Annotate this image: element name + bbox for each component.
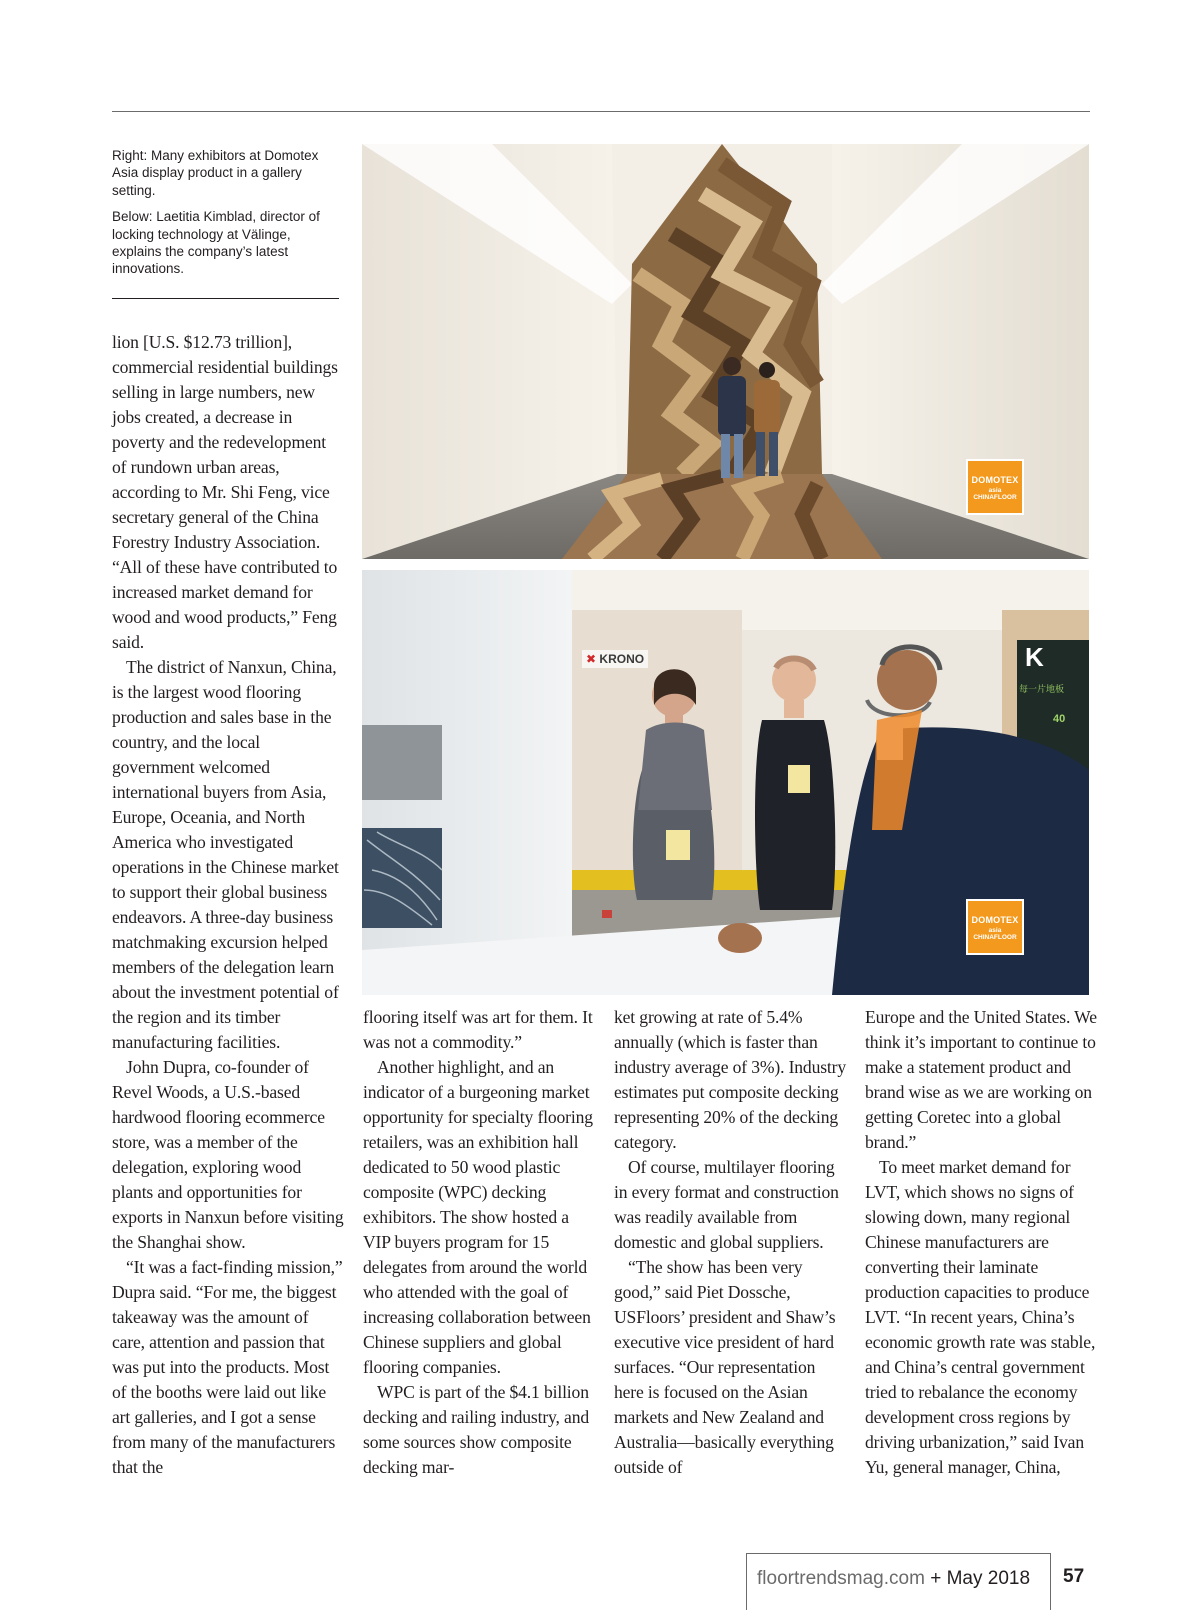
page-number: 57 [1063,1566,1085,1587]
paragraph: To meet market demand for LVT, which shows no signs of slowing down, many regional Chinese manufacturers are converting their laminate production capacities to produce LVT. “In recent years, China’s economic growth rate was stable, and China’s central government tried to rebalance the economy development cross regions by driving urbanization,” said Ivan Yu, general manager, China, [865,1157,1096,1477]
paragraph: WPC is part of the $4.1 billion decking and railing industry, and some sources show composite decking mar- [363,1382,589,1477]
paragraph: The district of Nanxun, China, is the largest wood flooring production and sales base in the country, and the local government welcomed international buyers from Asia, Europe, Oceania, and North America who investigated operations in the Chinese market to support their global business endeavors. A three-day business matchmaking excursion helped members of the delegation learn about the investment potential of the region and its timber manufacturing facilities. [112,657,339,1052]
photo-captions [112,147,338,287]
footer-issue: May 2018 [946,1568,1031,1589]
caption-right: Right: Many exhibitors at Domotex Asia display product in a gallery setting. [112,148,319,198]
caption-rule [112,298,339,299]
page-footer [746,1553,1051,1610]
article-column-1 [112,330,344,1480]
domotex-badge: DOMOTEX asia CHINAFLOOR [966,459,1024,515]
article-column-4 [865,1005,1097,1480]
paragraph: Another highlight, and an indicator of a burgeoning market opportunity for specialty flooring retailers, was an exhibition hall dedicated to 50 wood plastic composite (WPC) decking exhibitors. The show hosted a VIP buyers program for 15 delegates from around the world who attended with the goal of increasing collaboration between Chinese suppliers and global flooring companies. [363,1057,593,1377]
footer-separator: + [930,1568,942,1589]
article-column-3 [614,1005,846,1480]
footer-site-link[interactable]: floortrendsmag.com [757,1568,925,1589]
right-booth-sign: K 每一片地板 40 [1019,642,1066,725]
domotex-badge: DOMOTEX asia CHINAFLOOR [966,899,1024,955]
gallery-photo [362,144,1089,559]
krono-logo-icon: ✖ [586,652,597,666]
krono-sign: ✖ KRONO [582,650,648,668]
paragraph: ket growing at rate of 5.4% annually (which is faster than industry average of 3%). Industry estimates put composite decking representing 20% of the decking category. [614,1007,847,1152]
caption-below: Below: Laetitia Kimblad, director of locking technology at Välinge, explains the company’s latest innovations. [112,209,320,277]
paragraph: Of course, multilayer flooring in every format and construction was readily available from domestic and global suppliers. [614,1157,839,1252]
paragraph: “It was a fact-finding mission,” Dupra said. “For me, the biggest takeaway was the amount of care, attention and passion that was put into the products. Most of the booths were laid out like art galleries, and I got a sense from many of the manufacturers that the [112,1257,343,1477]
paragraph: lion [U.S. $12.73 trillion], commercial residential buildings selling in large numbers, new jobs created, a decrease in poverty and the redevelopment of rundown urban areas, according to Mr. Shi Feng, vice secretary general of the China Forestry Industry Association. “All of these have contributed to increased market demand for wood and wood products,” Feng said. [112,332,338,652]
paragraph: Europe and the United States. We think it’s important to continue to make a statement product and brand wise as we are working on getting Coretec into a global brand.” [865,1007,1097,1152]
paragraph: flooring itself was art for them. It was not a commodity.” [363,1007,593,1052]
booth-photo [362,570,1089,995]
top-rule [112,111,1090,112]
paragraph: “The show has been very good,” said Piet Dossche, USFloors’ president and Shaw’s executive vice president of hard surfaces. “Our representation here is focused on the Asian markets and New Zealand and Australia—basically everything outside of [614,1257,836,1477]
article-column-2 [363,1005,595,1480]
paragraph: John Dupra, co-founder of Revel Woods, a U.S.-based hardwood flooring ecommerce store, was a member of the delegation, exploring wood plants and opportunities for exports in Nanxun before visiting the Shanghai show. [112,1057,344,1252]
